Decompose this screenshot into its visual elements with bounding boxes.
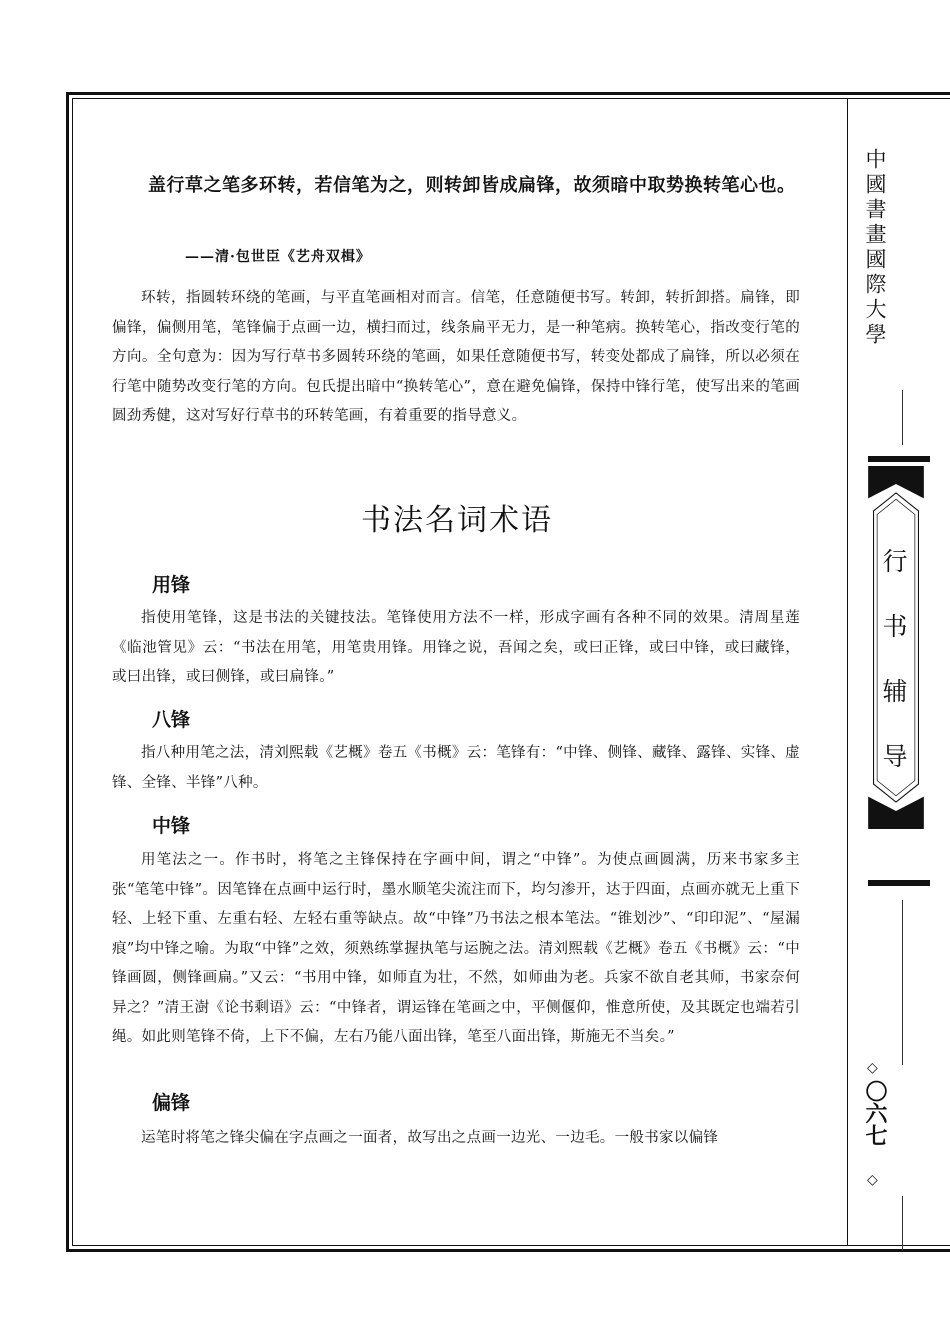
term-paragraph: 指八种用笔之法，清刘熙载《艺概》卷五《书概》云：笔锋有：“中锋、侧锋、藏锋、露锋、实锋、虚锋、全锋、半锋”八种。 — [112, 745, 800, 791]
section-title: 书法名词术语 — [361, 503, 553, 538]
term-paragraph: 指使用笔锋，这是书法的关键技法。笔锋使用方法不一样，形成字画有各种不同的效果。清周星莲《临池管见》云：“书法在用笔，用笔贵用锋。用锋之说，吾闻之矣，或曰正锋，或曰中锋，或曰藏锋，或曰出锋，或曰侧锋，或曰扁锋。” — [112, 610, 800, 685]
quote-source: ——清·包世臣《艺舟双楫》 — [185, 249, 371, 265]
term-heading: 中锋 — [152, 815, 191, 837]
term-paragraph: 用笔法之一。作书时，将笔之主锋保持在字画中间，谓之“中锋”。为使点画圆满，历来书家多主张“笔笔中锋”。因笔锋在点画中运行时，墨水顺笔尖流注而下，均匀渗开，达于四面，点画亦就无上重下轻、上轻下重、左重右轻、左轻右重等缺点。故“中锋”乃书法之根本笔法。“锥划沙”、“印印泥”、“屋漏痕”均中锋之喻。为取“中锋”之效，须熟练掌握执笔与运腕之法。清刘熙载《艺概》卷五《书概》云：“中锋画圆，侧锋画扁。”又云：“书用中锋，如师直为壮，不然，如师曲为老。兵家不欲自老其师，书家奈何异之？”清王澍《论书剩语》云：“中锋者，谓运锋在笔画之中，平侧偃仰，惟意所使，及其既定也端若引绳。如此则笔锋不倚，上下不偏，左右乃能八面出锋，笔至八面出锋，斯施无不当矣。” — [112, 852, 800, 1045]
sidebar-line — [902, 390, 903, 445]
term-heading: 偏锋 — [152, 1092, 191, 1114]
sidebar-bar — [868, 456, 930, 462]
diamond-icon: ◇ — [867, 1172, 878, 1188]
quote-text: 盖行草之笔多环转，若信笔为之，则转卸皆成扁锋，故须暗中取势换转笔心也。 — [148, 175, 796, 196]
term-heading: 八锋 — [152, 709, 191, 731]
sidebar-line — [902, 1196, 903, 1251]
term-paragraph: 运笔时将笔之锋尖偏在字点画之一面者，故写出之点画一边光、一边毛。一般书家以偏锋 — [141, 1130, 719, 1146]
term-heading: 用锋 — [152, 574, 191, 596]
sidebar-bar — [868, 880, 930, 886]
intro-paragraph: 环转，指圆转环绕的笔画，与平直笔画相对而言。信笔，任意随便书写。转卸，转折卸搭。扁锋，即偏锋，偏侧用笔，笔锋偏于点画一边，横扫而过，线条扁平无力，是一种笔病。换转笔心，指改变行笔的方向。全句意为：因为写行草书多圆转环绕的笔画，如果任意随便书写，转变处都成了扁锋，所以必须在行笔中随势改变行笔的方向。包氏提出暗中“换转笔心”，意在避免偏锋，保持中锋行笔，使写出来的笔画圆劲秀健，这对写好行草书的环转笔画，有着重要的指导意义。 — [112, 290, 800, 424]
diamond-icon: ◇ — [867, 1060, 878, 1076]
series-name: 中國書畫國際大學 — [863, 148, 887, 348]
page-number: 〇六七 — [862, 1080, 888, 1146]
book-title: 行书辅导 — [879, 548, 908, 808]
sidebar-divider — [847, 98, 848, 1246]
sidebar-line — [902, 900, 903, 1065]
